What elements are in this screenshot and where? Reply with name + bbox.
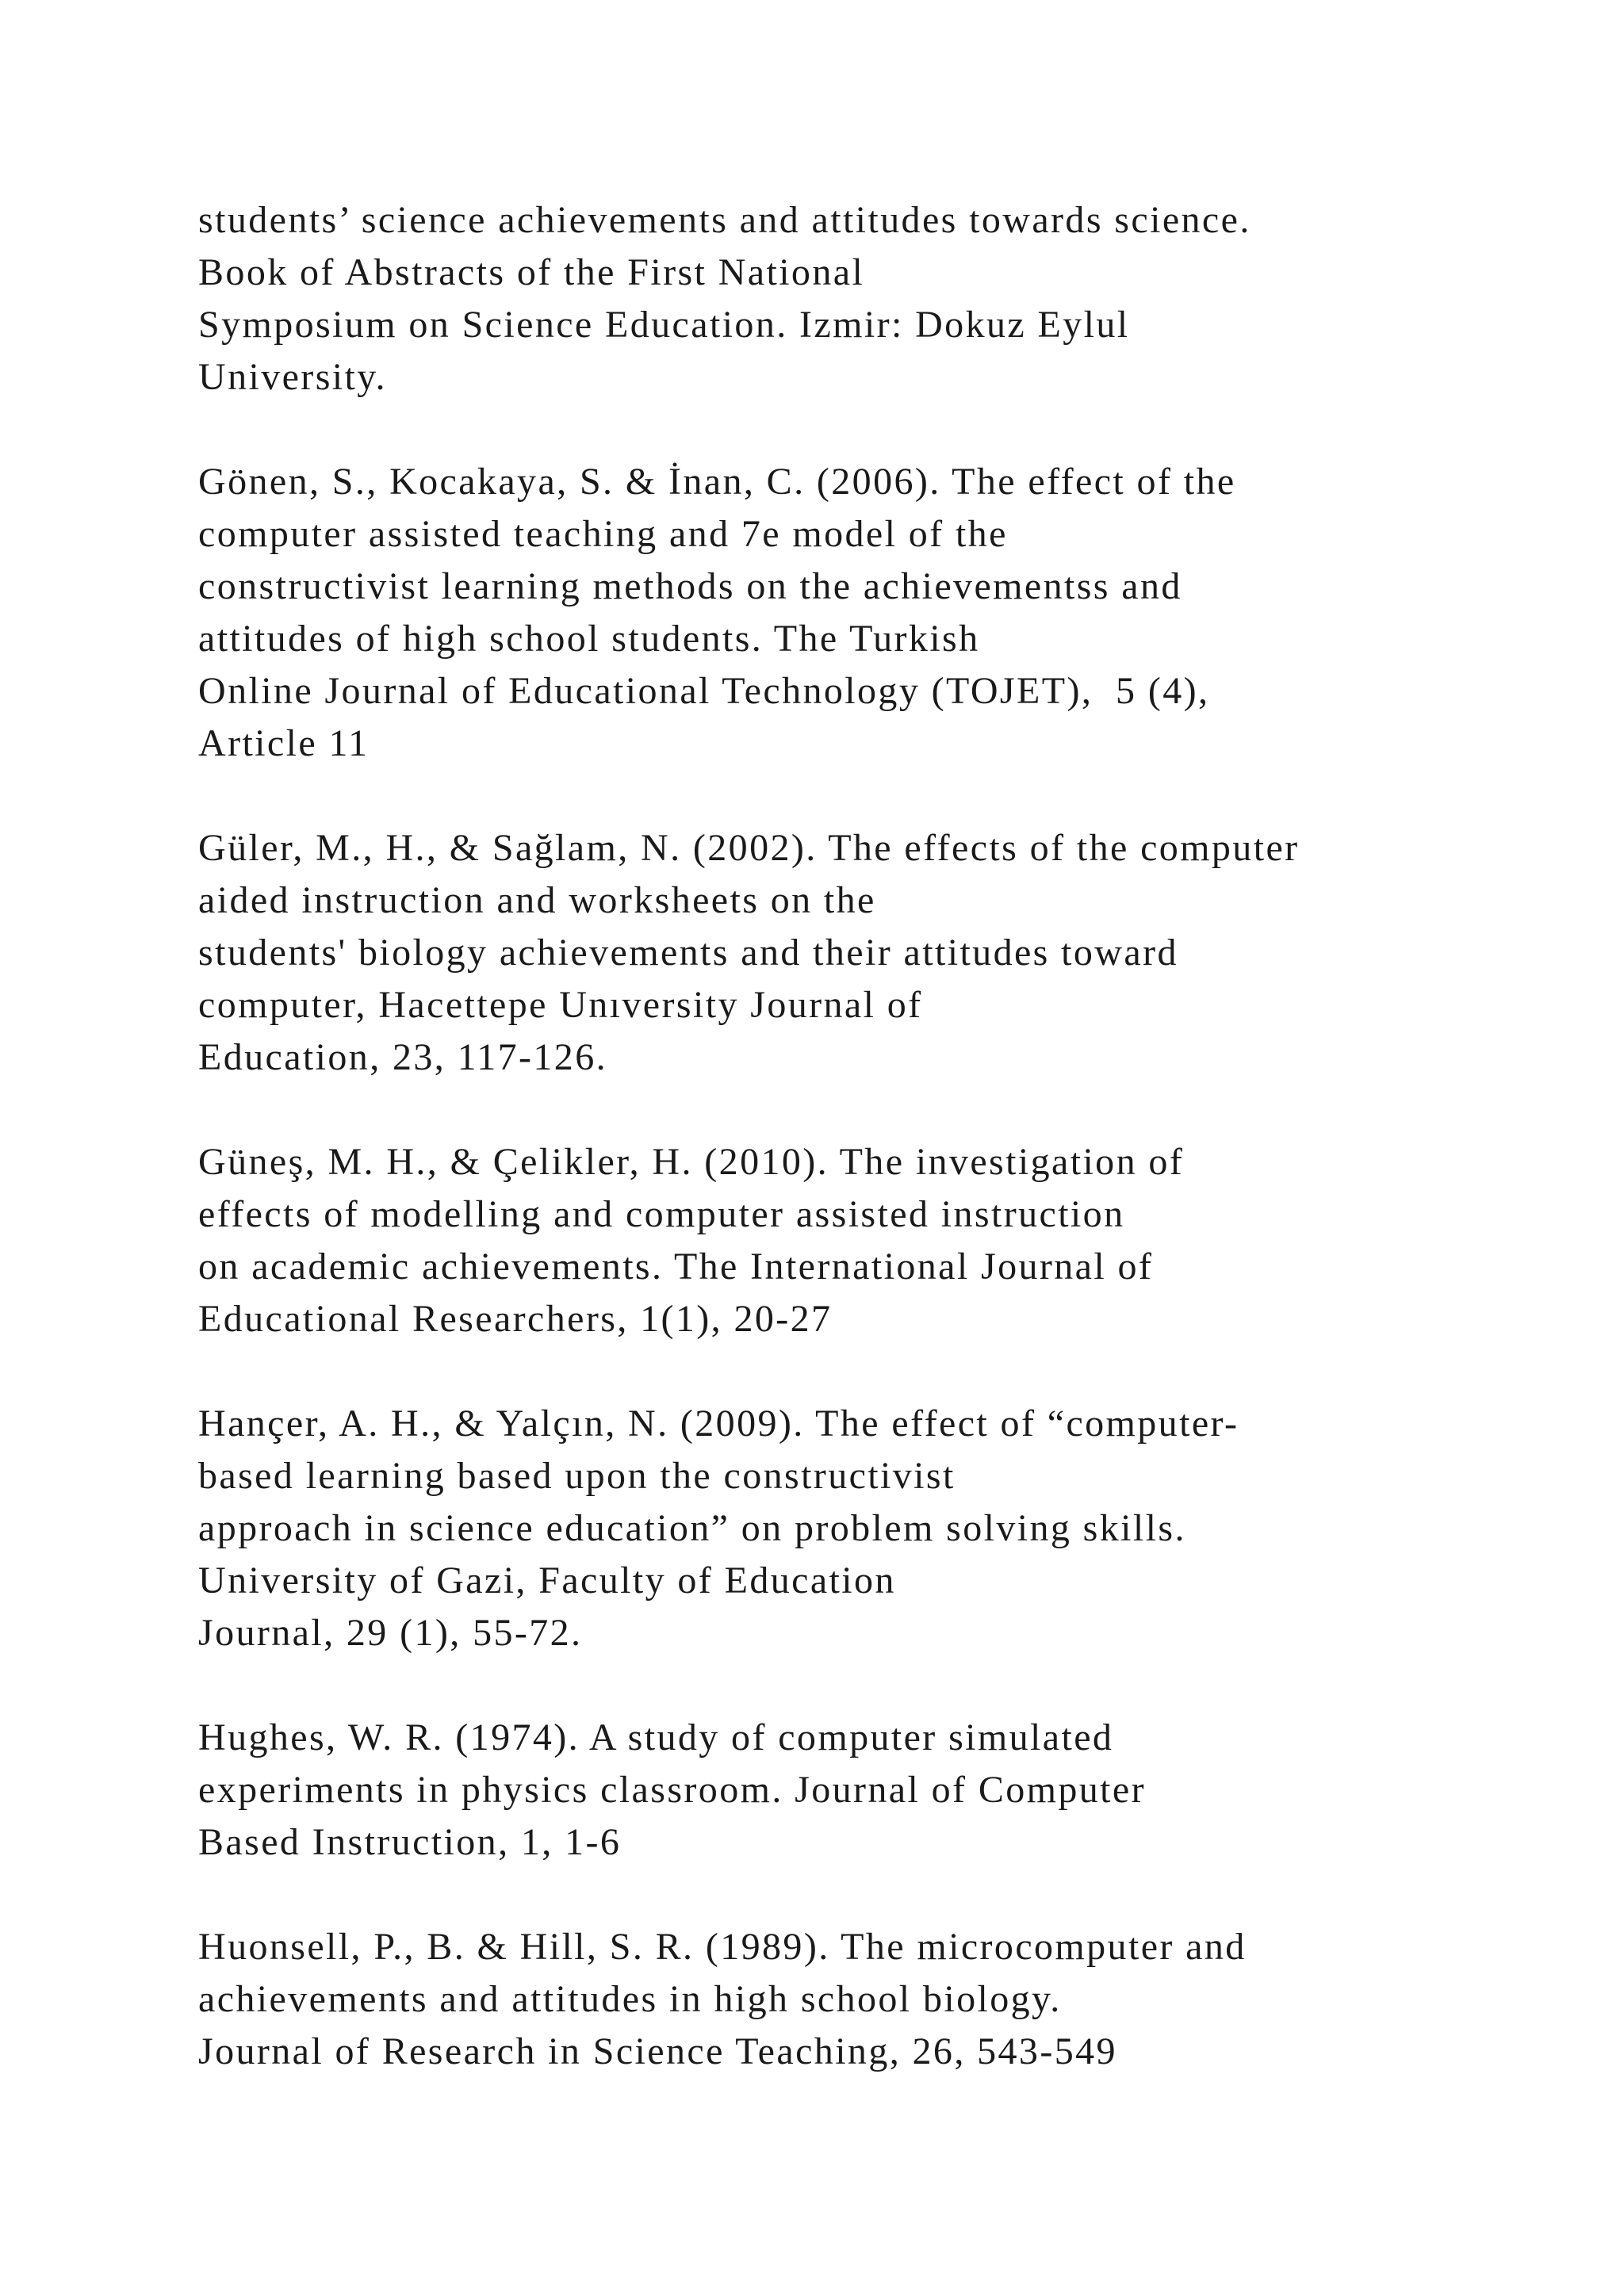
reference-line: Hançer, A. H., & Yalçın, N. (2009). The effect of “computer- bbox=[198, 1402, 1239, 1445]
reference-entry bbox=[198, 1136, 1546, 1345]
reference-line: constructivist learning methods on the achievementss and bbox=[198, 565, 1182, 607]
reference-line: aided instruction and worksheets on the bbox=[198, 879, 876, 921]
reference-line: on academic achievements. The International Journal of bbox=[198, 1246, 1154, 1288]
reference-line: attitudes of high school students. The Turkish bbox=[198, 618, 980, 660]
reference-line: Gönen, S., Kocakaya, S. & İnan, C. (2006). The effect of the bbox=[198, 461, 1236, 503]
reference-line: Book of Abstracts of the First National bbox=[198, 251, 865, 293]
reference-line: University. bbox=[198, 356, 387, 398]
reference-entry bbox=[198, 822, 1546, 1084]
reference-entry bbox=[198, 194, 1546, 404]
reference-line: effects of modelling and computer assisted instruction bbox=[198, 1193, 1125, 1235]
reference-line: Hughes, W. R. (1974). A study of computer simulated bbox=[198, 1716, 1114, 1758]
reference-line: Güneş, M. H., & Çelikler, H. (2010). The investigation of bbox=[198, 1141, 1185, 1183]
reference-line: Journal of Research in Science Teaching, 26, 543-549 bbox=[198, 2030, 1117, 2072]
reference-line: experiments in physics classroom. Journal of Computer bbox=[198, 1769, 1147, 1811]
reference-entry bbox=[198, 1712, 1546, 1869]
reference-line: Education, 23, 117-126. bbox=[198, 1036, 608, 1078]
reference-line: Online Journal of Educational Technology (TOJET), 5 (4), bbox=[198, 670, 1210, 712]
reference-entry bbox=[198, 1398, 1546, 1659]
reference-entry bbox=[198, 1921, 1546, 2078]
reference-line: achievements and attitudes in high school biology. bbox=[198, 1978, 1062, 2020]
reference-line: Based Instruction, 1, 1-6 bbox=[198, 1821, 622, 1863]
reference-line: computer, Hacettepe Unıversity Journal of bbox=[198, 984, 923, 1026]
reference-entry bbox=[198, 456, 1546, 770]
reference-line: Article 11 bbox=[198, 722, 370, 764]
reference-line: Journal, 29 (1), 55-72. bbox=[198, 1612, 583, 1654]
reference-line: Huonsell, P., B. & Hill, S. R. (1989). The microcomputer and bbox=[198, 1926, 1247, 1968]
reference-line: University of Gazi, Faculty of Education bbox=[198, 1559, 896, 1601]
reference-line: Güler, M., H., & Sağlam, N. (2002). The effects of the computer bbox=[198, 827, 1300, 869]
reference-line: computer assisted teaching and 7e model of the bbox=[198, 513, 1008, 555]
reference-list bbox=[198, 194, 1546, 2130]
reference-line: Symposium on Science Education. Izmir: Dokuz Eylul bbox=[198, 304, 1130, 346]
reference-line: approach in science education” on problem solving skills. bbox=[198, 1507, 1186, 1549]
reference-line: students’ science achievements and attitudes towards science. bbox=[198, 199, 1251, 241]
reference-line: students' biology achievements and their attitudes toward bbox=[198, 932, 1178, 974]
reference-line: based learning based upon the constructivist bbox=[198, 1455, 956, 1497]
reference-line: Educational Researchers, 1(1), 20-27 bbox=[198, 1298, 833, 1340]
